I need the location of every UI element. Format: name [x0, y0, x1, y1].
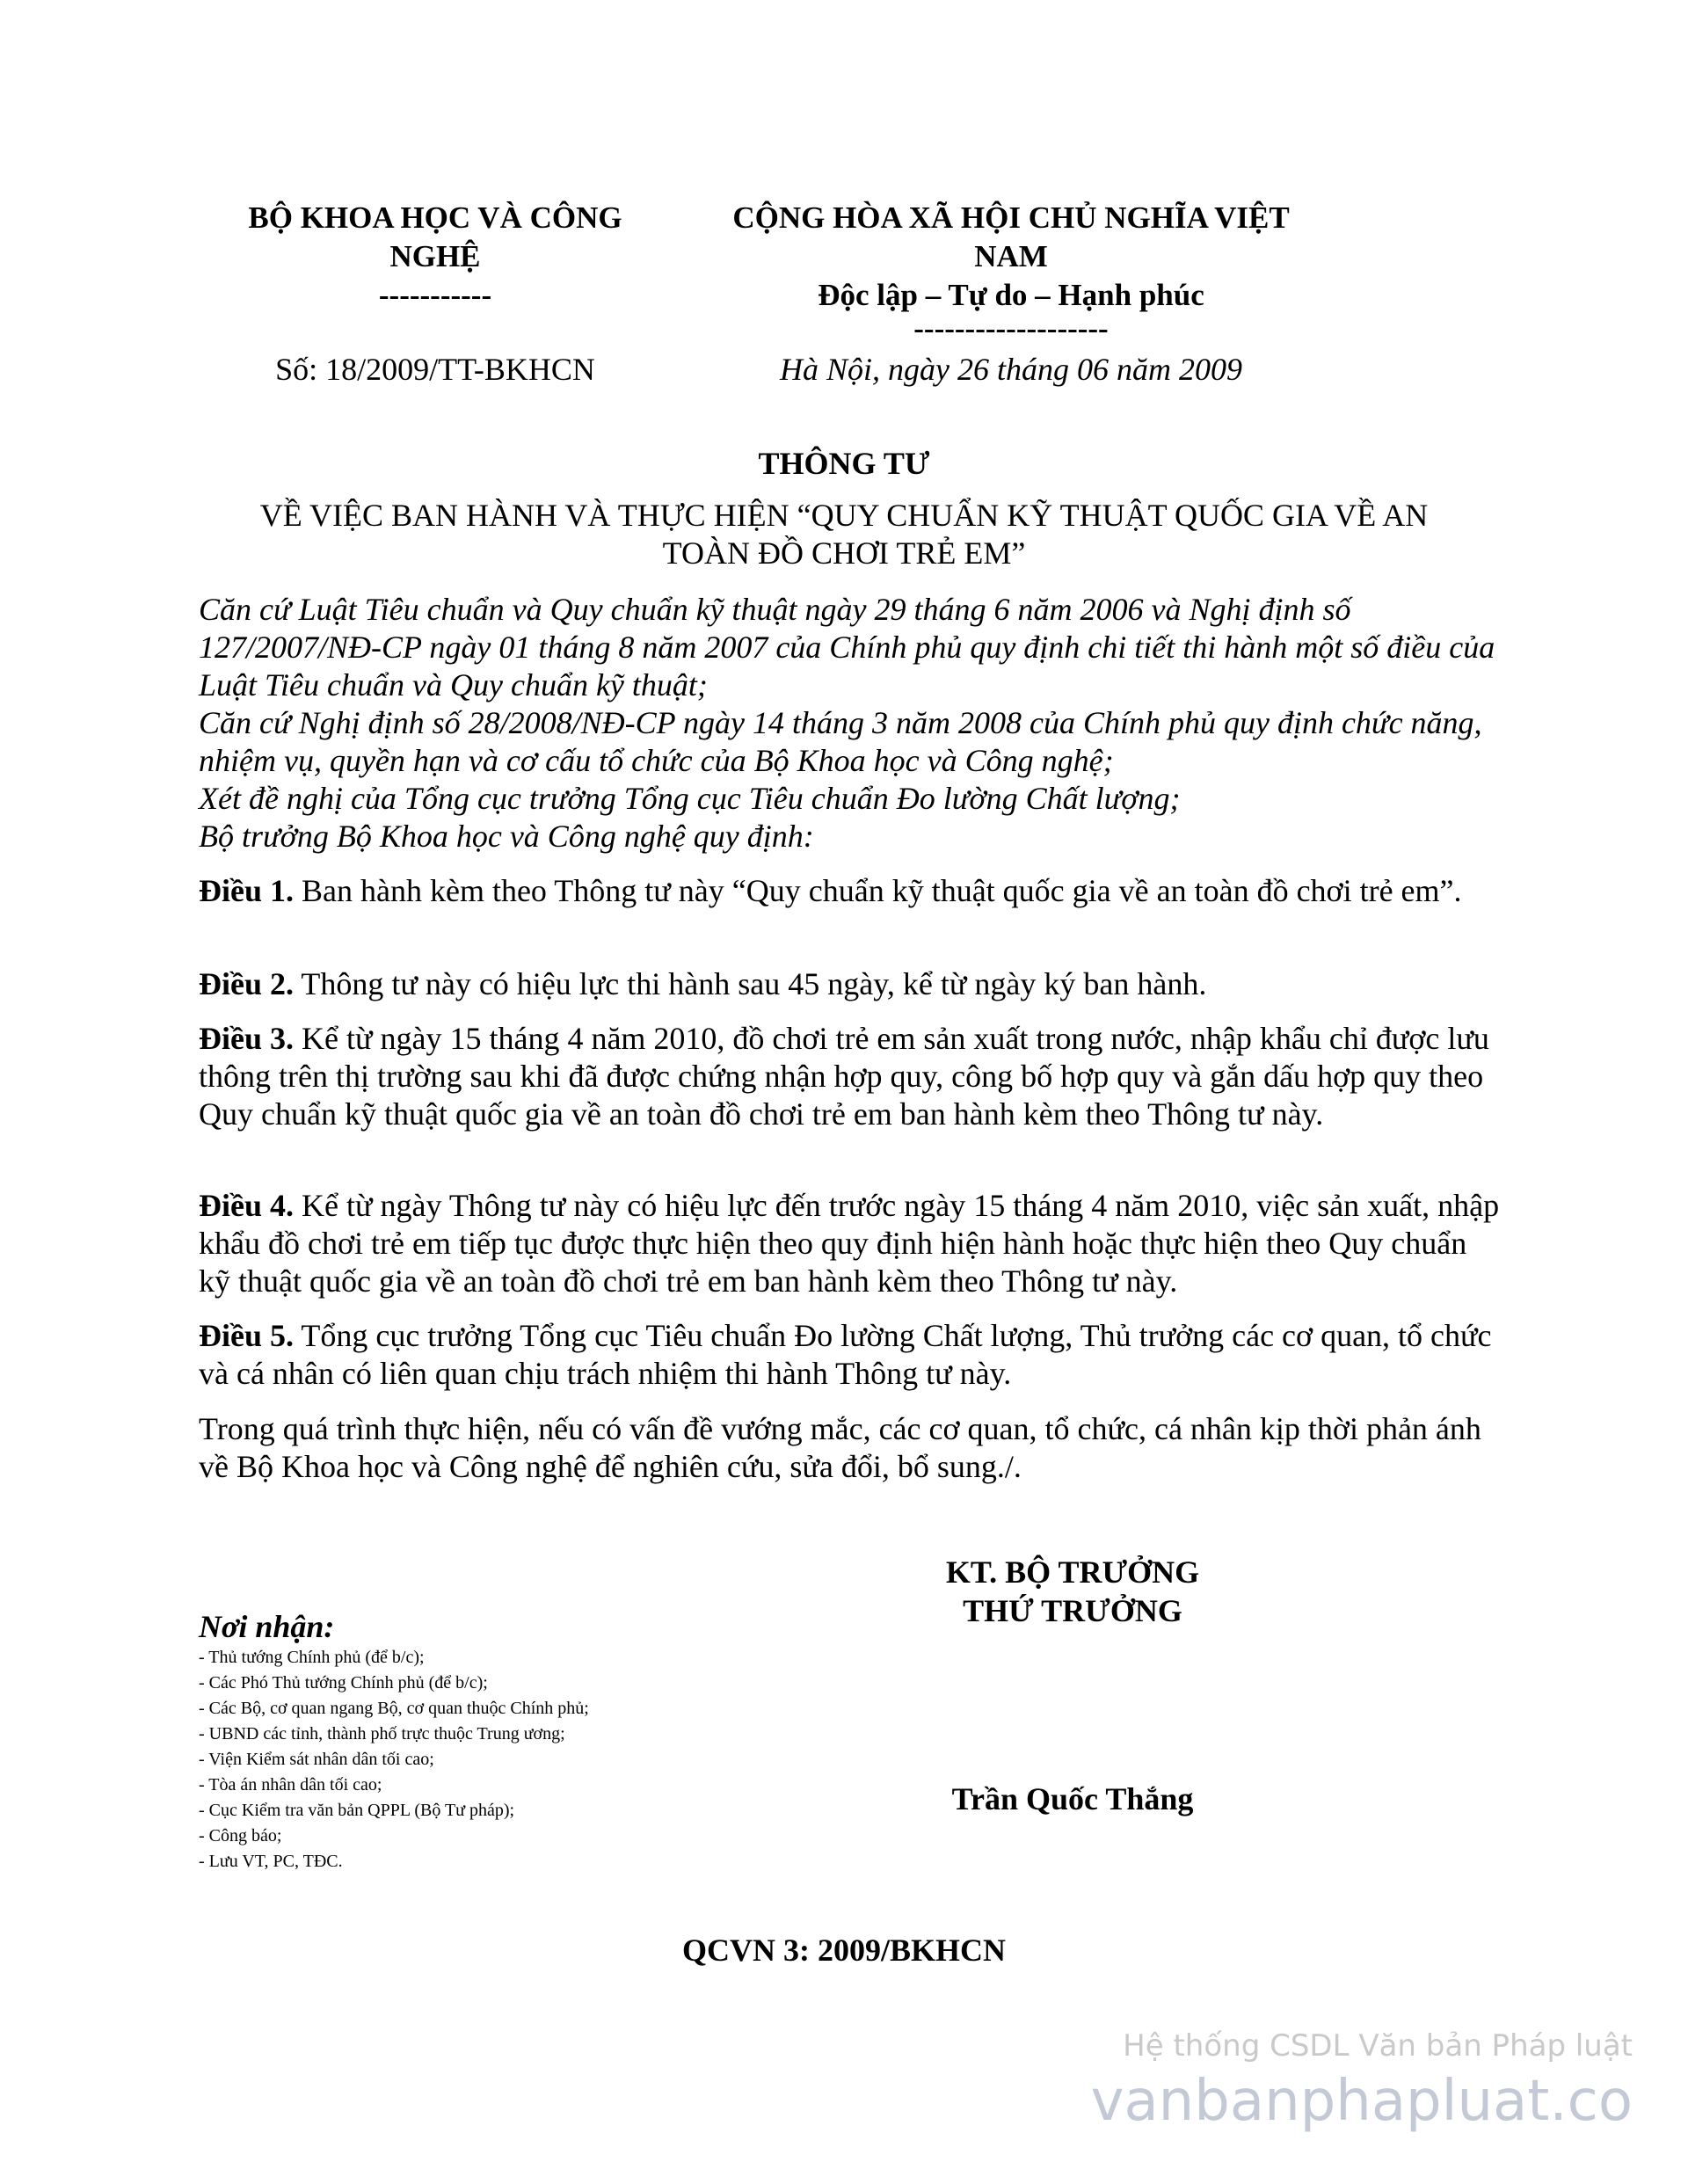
legal-basis — [199, 591, 1500, 855]
legal-basis-item: Căn cứ Nghị định số 28/2008/NĐ-CP ngày 14 tháng 3 năm 2008 của Chính phủ quy định chức năng, nhiệm vụ, quyền hạn và cơ cấu tổ chức của Bộ Khoa học và Công nghệ; — [199, 705, 1482, 778]
article-1 — [199, 872, 1500, 910]
recipient-item: - Các Bộ, cơ quan ngang Bộ, cơ quan thuộc Chính phủ; — [199, 1699, 589, 1718]
legal-basis-item: Căn cứ Luật Tiêu chuẩn và Quy chuẩn kỹ thuật ngày 29 tháng 6 năm 2006 và Nghị định số 127/2007/NĐ-CP ngày 01 tháng 8 năm 2007 của Chính phủ quy định chi tiết thi hành một số điều của Luật Tiêu chuẩn và Quy chuẩn kỹ thuật; — [199, 592, 1495, 703]
article-3 — [199, 1020, 1500, 1133]
article-label: Điều 4. — [199, 1188, 294, 1223]
recipient-item: - Cục Kiểm tra văn bản QPPL (Bộ Tư pháp); — [199, 1801, 515, 1820]
article-text: Thông tư này có hiệu lực thi hành sau 45 ngày, kể từ ngày ký ban hành. — [294, 966, 1207, 1001]
article-2 — [199, 965, 1500, 1003]
nation-line1: CỘNG HÒA XÃ HỘI CHỦ NGHĨA VIỆT — [732, 200, 1290, 235]
article-text: Ban hành kèm theo Thông tư này “Quy chuẩn kỹ thuật quốc gia về an toàn đồ chơi trẻ em”. — [294, 873, 1462, 908]
watermark-line1: Hệ thống CSDL Văn bản Pháp luật — [1123, 2028, 1633, 2064]
article-label: Điều 2. — [199, 966, 294, 1001]
agency-rule: ----------- — [378, 278, 492, 312]
motto: Độc lập – Tự do – Hạnh phúc — [818, 278, 1204, 312]
signature-title-line1: KT. BỘ TRƯỞNG — [945, 1554, 1200, 1590]
signature-block — [862, 1553, 1284, 1630]
national-title — [668, 199, 1354, 346]
article-label: Điều 1. — [199, 873, 294, 908]
subject-line1: VỀ VIỆC BAN HÀNH VÀ THỰC HIỆN “QUY CHUẨN KỸ THUẬT QUỐC GIA VỀ AN — [259, 498, 1429, 533]
closing-paragraph: Trong quá trình thực hiện, nếu có vấn đề vướng mắc, các cơ quan, tổ chức, cá nhân kịp thời phản ánh về Bộ Khoa học và Công nghệ để nghiên cứu, sửa đổi, bổ sung./. — [199, 1411, 1481, 1484]
recipient-item: - Các Phó Thủ tướng Chính phủ (để b/c); — [199, 1673, 488, 1693]
document-number: Số: 18/2009/TT-BKHCN — [275, 352, 595, 387]
agency-name-line1: BỘ KHOA HỌC VÀ CÔNG — [248, 200, 622, 235]
article-label: Điều 3. — [199, 1021, 294, 1056]
subject-line2: TOÀN ĐỒ CHƠI TRẺ EM” — [662, 535, 1026, 571]
recipient-item: - Thủ tướng Chính phủ (để b/c); — [199, 1648, 425, 1667]
recipient-item: - Tòa án nhân dân tối cao; — [199, 1775, 382, 1795]
article-text: Kể từ ngày Thông tư này có hiệu lực đến trước ngày 15 tháng 4 năm 2010, việc sản xuất, nhập khẩu đồ chơi trẻ em tiếp tục được thực hiện theo quy định hiện hành hoặc thực hiện theo Quy chuẩn kỹ thuật quốc gia về an toàn đồ chơi trẻ em ban hành kèm theo Thông tư này. — [199, 1188, 1500, 1299]
recipient-item: - Lưu VT, PC, TĐC. — [199, 1852, 343, 1871]
recipient-item: - Công báo; — [199, 1826, 282, 1845]
place-date: Hà Nội, ngày 26 tháng 06 năm 2009 — [780, 352, 1242, 387]
article-text: Kể từ ngày 15 tháng 4 năm 2010, đồ chơi trẻ em sản xuất trong nước, nhập khẩu chỉ được lưu thông trên thị trường sau khi đã được chứng nhận hợp quy, công bố hợp quy và gắn dấu hợp quy theo Quy chuẩn kỹ thuật quốc gia về an toàn đồ chơi trẻ em ban hành kèm theo Thông tư này. — [199, 1021, 1489, 1132]
motto-rule: ------------------- — [913, 311, 1109, 346]
article-label: Điều 5. — [199, 1318, 294, 1353]
agency-name-line2: NGHỆ — [389, 239, 481, 273]
article-5 — [199, 1317, 1500, 1393]
legal-basis-item: Bộ trưởng Bộ Khoa học và Công nghệ quy định: — [199, 819, 814, 854]
document-subject — [158, 497, 1530, 572]
agency-name — [185, 199, 686, 315]
recipients-list — [199, 1645, 589, 1875]
signature-title-line2: THỨ TRƯỞNG — [963, 1593, 1182, 1628]
recipient-item: - Viện Kiểm sát nhân dân tối cao; — [199, 1750, 434, 1769]
standard-code: QCVN 3: 2009/BKHCN — [682, 1933, 1006, 1968]
article-text: Tổng cục trưởng Tổng cục Tiêu chuẩn Đo lường Chất lượng, Thủ trưởng các cơ quan, tổ chức và cá nhân có liên quan chịu trách nhiệm thi hành Thông tư này. — [199, 1318, 1492, 1391]
signer-name: Trần Quốc Thắng — [951, 1781, 1194, 1816]
nation-line2: NAM — [974, 239, 1048, 273]
legal-basis-item: Xét đề nghị của Tổng cục trưởng Tổng cục Tiêu chuẩn Đo lường Chất lượng; — [199, 781, 1181, 816]
watermark-line2: vanbanphapluat.co — [1090, 2069, 1633, 2134]
article-4 — [199, 1187, 1500, 1300]
document-type: THÔNG TƯ — [758, 446, 930, 481]
recipient-item: - UBND các tỉnh, thành phố trực thuộc Trung ương; — [199, 1724, 565, 1744]
recipients-heading: Nơi nhận: — [199, 1609, 335, 1644]
